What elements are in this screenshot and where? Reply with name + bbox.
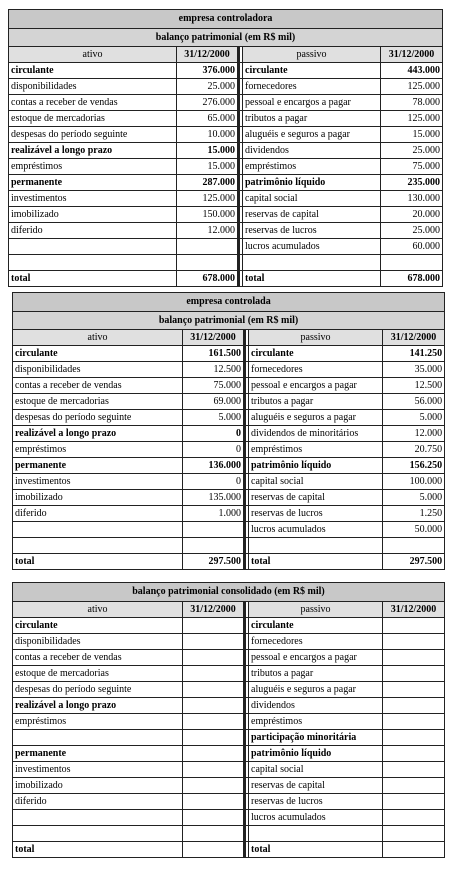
passivo-value: 443.000	[381, 63, 443, 79]
passivo-label: lucros acumulados	[243, 239, 381, 255]
consolidado-table	[12, 582, 445, 858]
ativo-label: empréstimos	[9, 159, 177, 175]
passivo-value: 130.000	[381, 191, 443, 207]
table-row	[13, 794, 445, 810]
passivo-label	[243, 255, 381, 271]
table-row	[13, 730, 445, 746]
passivo-value: 56.000	[383, 394, 445, 410]
ativo-label	[9, 239, 177, 255]
passivo-value: 78.000	[381, 95, 443, 111]
passivo-label: total	[249, 554, 383, 570]
passivo-label: capital social	[243, 191, 381, 207]
table-row	[13, 346, 445, 362]
ativo-label: realizável a longo prazo	[13, 426, 183, 442]
passivo-label: total	[249, 842, 383, 858]
controlada-subtitle: balanço patrimonial (em R$ mil)	[13, 312, 445, 330]
ativo-value	[183, 826, 245, 842]
ativo-value	[177, 255, 239, 271]
ativo-label: contas a receber de vendas	[13, 378, 183, 394]
passivo-label: patrimônio líquido	[249, 458, 383, 474]
passivo-value: 25.000	[381, 223, 443, 239]
passivo-label: empréstimos	[243, 159, 381, 175]
passivo-label: aluguéis e seguros a pagar	[249, 410, 383, 426]
date-header: 31/12/2000	[383, 602, 445, 618]
ativo-label: investimentos	[13, 762, 183, 778]
ativo-value: 0	[183, 474, 245, 490]
table-row	[13, 410, 445, 426]
passivo-value: 125.000	[381, 79, 443, 95]
ativo-header: ativo	[9, 47, 177, 63]
passivo-label: lucros acumulados	[249, 522, 383, 538]
ativo-value	[183, 650, 245, 666]
ativo-label: total	[9, 271, 177, 287]
ativo-value: 276.000	[177, 95, 239, 111]
ativo-label: despesas do período seguinte	[13, 682, 183, 698]
passivo-label: dividendos de minoritários	[249, 426, 383, 442]
ativo-label: imobilizado	[13, 778, 183, 794]
ativo-label	[13, 810, 183, 826]
table-row	[13, 554, 445, 570]
passivo-value	[383, 730, 445, 746]
ativo-value	[183, 810, 245, 826]
ativo-value: 1.000	[183, 506, 245, 522]
ativo-header: ativo	[13, 602, 183, 618]
passivo-label: tributos a pagar	[243, 111, 381, 127]
ativo-value: 136.000	[183, 458, 245, 474]
controladora-rows	[9, 63, 443, 287]
passivo-label: capital social	[249, 762, 383, 778]
table-row	[9, 159, 443, 175]
passivo-value: 100.000	[383, 474, 445, 490]
passivo-value: 25.000	[381, 143, 443, 159]
ativo-value: 15.000	[177, 143, 239, 159]
table-row	[13, 650, 445, 666]
ativo-label: diferido	[13, 506, 183, 522]
passivo-label: reservas de lucros	[249, 506, 383, 522]
table-row	[9, 111, 443, 127]
passivo-value	[383, 762, 445, 778]
table-row	[13, 666, 445, 682]
ativo-label: investimentos	[9, 191, 177, 207]
consolidado-subtitle: balanço patrimonial consolidado (em R$ mil)	[13, 583, 445, 602]
passivo-value: 75.000	[381, 159, 443, 175]
ativo-value: 678.000	[177, 271, 239, 287]
ativo-value	[177, 239, 239, 255]
ativo-label: total	[13, 554, 183, 570]
passivo-value	[383, 714, 445, 730]
table-row	[13, 378, 445, 394]
passivo-label: pessoal e encargos a pagar	[243, 95, 381, 111]
passivo-value: 35.000	[383, 362, 445, 378]
table-row	[9, 127, 443, 143]
passivo-value	[383, 666, 445, 682]
table-row	[9, 207, 443, 223]
ativo-value: 75.000	[183, 378, 245, 394]
passivo-value: 5.000	[383, 490, 445, 506]
table-row	[13, 618, 445, 634]
ativo-value: 0	[183, 426, 245, 442]
passivo-label: circulante	[249, 618, 383, 634]
ativo-value: 0	[183, 442, 245, 458]
ativo-label: circulante	[13, 618, 183, 634]
passivo-value	[383, 538, 445, 554]
ativo-label: permanente	[9, 175, 177, 191]
table-row	[13, 810, 445, 826]
ativo-value: 10.000	[177, 127, 239, 143]
passivo-value	[383, 810, 445, 826]
date-header: 31/12/2000	[183, 330, 245, 346]
passivo-label: circulante	[243, 63, 381, 79]
ativo-value: 12.500	[183, 362, 245, 378]
passivo-value: 20.750	[383, 442, 445, 458]
passivo-label: tributos a pagar	[249, 394, 383, 410]
table-row	[9, 95, 443, 111]
ativo-label: diferido	[9, 223, 177, 239]
ativo-value	[183, 794, 245, 810]
passivo-header: passivo	[249, 330, 383, 346]
consolidado-block	[12, 582, 444, 858]
table-row	[9, 175, 443, 191]
ativo-label: realizável a longo prazo	[13, 698, 183, 714]
passivo-value: 5.000	[383, 410, 445, 426]
passivo-label: empréstimos	[249, 442, 383, 458]
passivo-value: 1.250	[383, 506, 445, 522]
ativo-label: imobilizado	[9, 207, 177, 223]
controlada-title: empresa controlada	[13, 293, 445, 312]
ativo-value	[183, 682, 245, 698]
passivo-label: reservas de capital	[243, 207, 381, 223]
table-row	[9, 223, 443, 239]
ativo-label	[13, 538, 183, 554]
passivo-label: patrimônio líquido	[243, 175, 381, 191]
ativo-label: estoque de mercadorias	[13, 666, 183, 682]
date-header: 31/12/2000	[381, 47, 443, 63]
table-row	[13, 682, 445, 698]
passivo-header: passivo	[243, 47, 381, 63]
passivo-value	[381, 255, 443, 271]
ativo-value: 376.000	[177, 63, 239, 79]
ativo-value	[183, 618, 245, 634]
table-row	[13, 714, 445, 730]
ativo-label	[13, 730, 183, 746]
table-row	[9, 63, 443, 79]
passivo-value: 15.000	[381, 127, 443, 143]
ativo-label: realizável a longo prazo	[9, 143, 177, 159]
table-row	[13, 442, 445, 458]
passivo-label: empréstimos	[249, 714, 383, 730]
table-row	[13, 458, 445, 474]
passivo-label: pessoal e encargos a pagar	[249, 650, 383, 666]
table-row	[13, 746, 445, 762]
passivo-value: 141.250	[383, 346, 445, 362]
ativo-header: ativo	[13, 330, 183, 346]
passivo-value	[383, 826, 445, 842]
ativo-label: permanente	[13, 458, 183, 474]
date-header: 31/12/2000	[383, 330, 445, 346]
ativo-value	[183, 746, 245, 762]
passivo-value: 297.500	[383, 554, 445, 570]
ativo-value	[183, 842, 245, 858]
ativo-label	[9, 255, 177, 271]
passivo-label: reservas de lucros	[243, 223, 381, 239]
passivo-value	[383, 794, 445, 810]
ativo-label: imobilizado	[13, 490, 183, 506]
passivo-value	[383, 650, 445, 666]
ativo-value	[183, 714, 245, 730]
ativo-label: despesas do período seguinte	[9, 127, 177, 143]
table-row	[13, 698, 445, 714]
passivo-label: dividendos	[249, 698, 383, 714]
passivo-label	[249, 538, 383, 554]
ativo-value: 135.000	[183, 490, 245, 506]
ativo-value	[183, 538, 245, 554]
ativo-label: empréstimos	[13, 442, 183, 458]
passivo-label: aluguéis e seguros a pagar	[249, 682, 383, 698]
ativo-value: 12.000	[177, 223, 239, 239]
ativo-value	[183, 698, 245, 714]
passivo-header: passivo	[249, 602, 383, 618]
table-row	[9, 239, 443, 255]
ativo-value: 5.000	[183, 410, 245, 426]
passivo-label: fornecedores	[243, 79, 381, 95]
ativo-value: 297.500	[183, 554, 245, 570]
passivo-label: total	[243, 271, 381, 287]
ativo-value: 150.000	[177, 207, 239, 223]
ativo-label: estoque de mercadorias	[13, 394, 183, 410]
passivo-value: 20.000	[381, 207, 443, 223]
ativo-value	[183, 730, 245, 746]
passivo-value: 60.000	[381, 239, 443, 255]
passivo-value: 12.000	[383, 426, 445, 442]
ativo-value	[183, 634, 245, 650]
passivo-label: lucros acumulados	[249, 810, 383, 826]
passivo-label: dividendos	[243, 143, 381, 159]
passivo-value	[383, 682, 445, 698]
passivo-value	[383, 698, 445, 714]
ativo-label: circulante	[9, 63, 177, 79]
passivo-value: 12.500	[383, 378, 445, 394]
passivo-label: reservas de lucros	[249, 794, 383, 810]
controladora-block	[8, 9, 442, 287]
ativo-label: empréstimos	[13, 714, 183, 730]
ativo-value: 125.000	[177, 191, 239, 207]
ativo-label: contas a receber de vendas	[9, 95, 177, 111]
ativo-value	[183, 762, 245, 778]
passivo-label: tributos a pagar	[249, 666, 383, 682]
ativo-value: 15.000	[177, 159, 239, 175]
passivo-label: fornecedores	[249, 634, 383, 650]
passivo-value	[383, 634, 445, 650]
passivo-value: 50.000	[383, 522, 445, 538]
passivo-label: fornecedores	[249, 362, 383, 378]
table-row	[13, 762, 445, 778]
ativo-label: total	[13, 842, 183, 858]
table-row	[13, 842, 445, 858]
table-row	[13, 826, 445, 842]
passivo-value	[383, 618, 445, 634]
passivo-label	[249, 826, 383, 842]
ativo-value: 287.000	[177, 175, 239, 191]
ativo-label: permanente	[13, 746, 183, 762]
passivo-value	[383, 842, 445, 858]
passivo-value	[383, 746, 445, 762]
controlada-block	[12, 292, 444, 570]
passivo-value: 678.000	[381, 271, 443, 287]
table-row	[9, 79, 443, 95]
ativo-label: contas a receber de vendas	[13, 650, 183, 666]
table-row	[13, 490, 445, 506]
table-row	[9, 143, 443, 159]
ativo-value: 25.000	[177, 79, 239, 95]
passivo-value: 125.000	[381, 111, 443, 127]
passivo-label: aluguéis e seguros a pagar	[243, 127, 381, 143]
ativo-label: despesas do período seguinte	[13, 410, 183, 426]
ativo-value	[183, 522, 245, 538]
controladora-table	[8, 9, 443, 287]
passivo-label: patrimônio líquido	[249, 746, 383, 762]
passivo-label: reservas de capital	[249, 490, 383, 506]
ativo-value: 69.000	[183, 394, 245, 410]
consolidado-rows	[13, 618, 445, 858]
ativo-label: investimentos	[13, 474, 183, 490]
ativo-label: disponibilidades	[13, 362, 183, 378]
passivo-value: 235.000	[381, 175, 443, 191]
table-row	[13, 634, 445, 650]
ativo-label: disponibilidades	[9, 79, 177, 95]
passivo-label: capital social	[249, 474, 383, 490]
table-row	[13, 394, 445, 410]
ativo-value: 65.000	[177, 111, 239, 127]
ativo-label	[13, 826, 183, 842]
ativo-label: circulante	[13, 346, 183, 362]
date-header: 31/12/2000	[183, 602, 245, 618]
table-row	[13, 538, 445, 554]
table-row	[9, 191, 443, 207]
table-row	[13, 522, 445, 538]
passivo-label: pessoal e encargos a pagar	[249, 378, 383, 394]
controladora-title: empresa controladora	[9, 10, 443, 29]
date-header: 31/12/2000	[177, 47, 239, 63]
ativo-label: estoque de mercadorias	[9, 111, 177, 127]
passivo-value: 156.250	[383, 458, 445, 474]
table-row	[13, 778, 445, 794]
ativo-value: 161.500	[183, 346, 245, 362]
ativo-value	[183, 778, 245, 794]
passivo-label: circulante	[249, 346, 383, 362]
controlada-rows	[13, 346, 445, 570]
passivo-label: participação minoritária	[249, 730, 383, 746]
table-row	[13, 362, 445, 378]
controladora-subtitle: balanço patrimonial (em R$ mil)	[9, 29, 443, 47]
table-row	[13, 426, 445, 442]
table-row	[9, 255, 443, 271]
table-row	[9, 271, 443, 287]
ativo-label	[13, 522, 183, 538]
ativo-label: disponibilidades	[13, 634, 183, 650]
passivo-value	[383, 778, 445, 794]
ativo-value	[183, 666, 245, 682]
table-row	[13, 506, 445, 522]
passivo-label: reservas de capital	[249, 778, 383, 794]
controlada-table	[12, 292, 445, 570]
ativo-label: diferido	[13, 794, 183, 810]
table-row	[13, 474, 445, 490]
